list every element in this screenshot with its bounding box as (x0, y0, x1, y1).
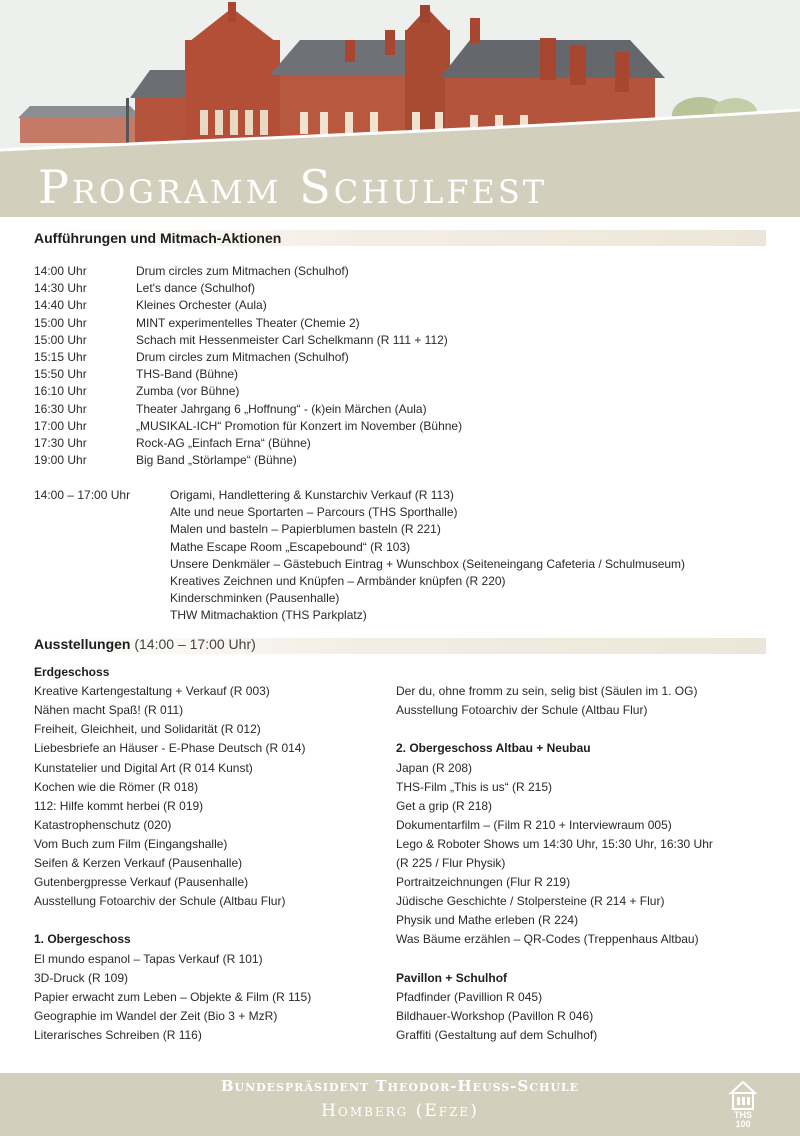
schedule-event: Schach mit Hessenmeister Carl Schelkmann (R 111 + 112) (136, 332, 448, 347)
schedule-time: 17:30 Uhr (34, 436, 87, 450)
schedule-time: 14:40 Uhr (34, 298, 87, 313)
schedule-event: THS-Band (Bühne) (136, 367, 239, 382)
floor-heading: Erdgeschoss (34, 665, 110, 679)
schedule-event: „MUSIKAL-ICH“ Promotion für Konzert im November (Bühne) (136, 418, 463, 433)
logo-text-100: 100 (735, 1119, 751, 1129)
exhibition-item: Der du, ohne fromm zu sein, selig bist (Säulen im 1. OG) (396, 684, 698, 699)
section-title-exhibitions (34, 636, 256, 652)
activity-item: Kinderschminken (Pausenhalle) (170, 591, 340, 606)
exhibition-item: Gutenbergpresse Verkauf (Pausenhalle) (34, 875, 249, 890)
schedule-time: 15:00 Uhr (34, 315, 87, 330)
schedule-time: 16:10 Uhr (34, 384, 87, 399)
schedule-time: 15:00 Uhr (34, 332, 87, 347)
exhibition-item: 112: Hilfe kommt herbei (R 019) (34, 798, 204, 813)
schedule-time: 15:15 Uhr (34, 350, 87, 364)
exhibition-item: Papier erwacht zum Leben – Objekte & Film (R 115) (34, 989, 312, 1004)
exhibition-item: Kreative Kartengestaltung + Verkauf (R 003) (34, 684, 270, 699)
floor-heading: 1. Obergeschoss (34, 932, 131, 947)
exhibition-item: Physik und Mathe erleben (R 224) (396, 913, 579, 928)
schedule-event: Drum circles zum Mitmachen (Schulhof) (136, 350, 349, 364)
schedule-time: 14:30 Uhr (34, 281, 87, 296)
section-title-performances: Aufführungen und Mitmach-Aktionen (34, 230, 282, 246)
logo-text (728, 1111, 758, 1129)
schedule-event: Let's dance (Schulhof) (136, 281, 256, 296)
exhibition-item: Ausstellung Fotoarchiv der Schule (Altbau Flur) (396, 703, 648, 718)
exhibition-item: Bildhauer-Workshop (Pavillon R 046) (396, 1008, 594, 1023)
exhibition-item: Get a grip (R 218) (396, 798, 493, 813)
logo-text-ths: THS (734, 1110, 752, 1120)
school-town: Homberg (Efze) (321, 1101, 479, 1121)
schedule-time: 16:30 Uhr (34, 401, 87, 416)
schedule-time: 17:00 Uhr (34, 418, 87, 433)
schedule-event: Drum circles zum Mitmachen (Schulhof) (136, 264, 349, 278)
exhibitions-subtitle: (14:00 – 17:00 Uhr) (134, 636, 256, 652)
exhibition-item: Geographie im Wandel der Zeit (Bio 3 + MzR) (34, 1008, 278, 1023)
exhibition-item: Pfadfinder (Pavillion R 045) (396, 989, 543, 1004)
activity-item: Unsere Denkmäler – Gästebuch Eintrag + Wunschbox (Seiteneingang Cafeteria / Schulmuseum) (170, 556, 686, 571)
activity-item: Mathe Escape Room „Escapebound“ (R 103) (170, 539, 411, 554)
exhibition-item: Dokumentarfilm – (Film R 210 + Interviewraum 005) (396, 817, 672, 832)
exhibition-item: THS-Film „This is us“ (R 215) (396, 779, 553, 794)
schedule-time: 19:00 Uhr (34, 453, 87, 468)
floor-heading: Pavillon + Schulhof (396, 970, 508, 985)
schedule-event: Theater Jahrgang 6 „Hoffnung“ - (k)ein Märchen (Aula) (136, 401, 427, 416)
school-logo-icon (728, 1079, 758, 1111)
exhibition-item: Liebesbriefe an Häuser - E-Phase Deutsch (R 014) (34, 741, 306, 756)
ths-logo (728, 1079, 758, 1127)
exhibition-item: Japan (R 208) (396, 760, 473, 775)
activities-time: 14:00 – 17:00 Uhr (34, 488, 131, 502)
schedule-time: 14:00 Uhr (34, 264, 87, 278)
exhibition-item: Seifen & Kerzen Verkauf (Pausenhalle) (34, 856, 243, 870)
exhibition-item: Ausstellung Fotoarchiv der Schule (Altbau Flur) (34, 894, 286, 909)
exhibition-item: Portraitzeichnungen (Flur R 219) (396, 875, 571, 890)
exhibition-item: Vom Buch zum Film (Eingangshalle) (34, 836, 228, 851)
exhibition-item: El mundo espanol – Tapas Verkauf (R 101) (34, 951, 263, 966)
exhibition-item: Literarisches Schreiben (R 116) (34, 1027, 202, 1042)
exhibition-item: Was Bäume erzählen – QR-Codes (Treppenhaus Altbau) (396, 932, 699, 947)
activity-item: Malen und basteln – Papierblumen basteln (R 221) (170, 522, 441, 537)
exhibition-item: Nähen macht Spaß! (R 011) (34, 703, 184, 718)
school-name: Bundespräsident Theodor-Heuss-Schule (220, 1077, 580, 1095)
activity-item: Origami, Handlettering & Kunstarchiv Verkauf (R 113) (170, 488, 454, 502)
exhibition-item: Kochen wie die Römer (R 018) (34, 779, 199, 794)
schedule-event: MINT experimentelles Theater (Chemie 2) (136, 315, 360, 330)
page-title: Programm Schulfest (38, 160, 548, 214)
schedule-event: Rock-AG „Einfach Erna“ (Bühne) (136, 436, 311, 450)
activity-item: THW Mitmachaktion (THS Parkplatz) (170, 608, 367, 623)
schedule-event: Zumba (vor Bühne) (136, 384, 240, 399)
exhibition-item: (R 225 / Flur Physik) (396, 856, 506, 870)
exhibition-item: Jüdische Geschichte / Stolpersteine (R 214 + Flur) (396, 894, 665, 909)
header-banner (0, 0, 800, 217)
activity-item: Kreatives Zeichnen und Knüpfen – Armbänder knüpfen (R 220) (170, 574, 506, 588)
exhibition-item: Katastrophenschutz (020) (34, 817, 172, 832)
exhibitions-title: Ausstellungen (34, 636, 131, 652)
exhibition-item: 3D-Druck (R 109) (34, 970, 129, 985)
activity-item: Alte und neue Sportarten – Parcours (THS Sporthalle) (170, 505, 458, 520)
footer (0, 1073, 800, 1136)
schedule-time: 15:50 Uhr (34, 367, 87, 382)
exhibition-item: Freiheit, Gleichheit, und Solidarität (R 012) (34, 722, 261, 737)
exhibition-item: Kunstatelier und Digital Art (R 014 Kunst) (34, 760, 253, 775)
floor-heading: 2. Obergeschoss Altbau + Neubau (396, 741, 591, 756)
schedule-event: Big Band „Störlampe“ (Bühne) (136, 453, 297, 468)
schedule-event: Kleines Orchester (Aula) (136, 298, 267, 313)
exhibition-item: Graffiti (Gestaltung auf dem Schulhof) (396, 1027, 598, 1042)
exhibition-item: Lego & Roboter Shows um 14:30 Uhr, 15:30 Uhr, 16:30 Uhr (396, 836, 713, 851)
